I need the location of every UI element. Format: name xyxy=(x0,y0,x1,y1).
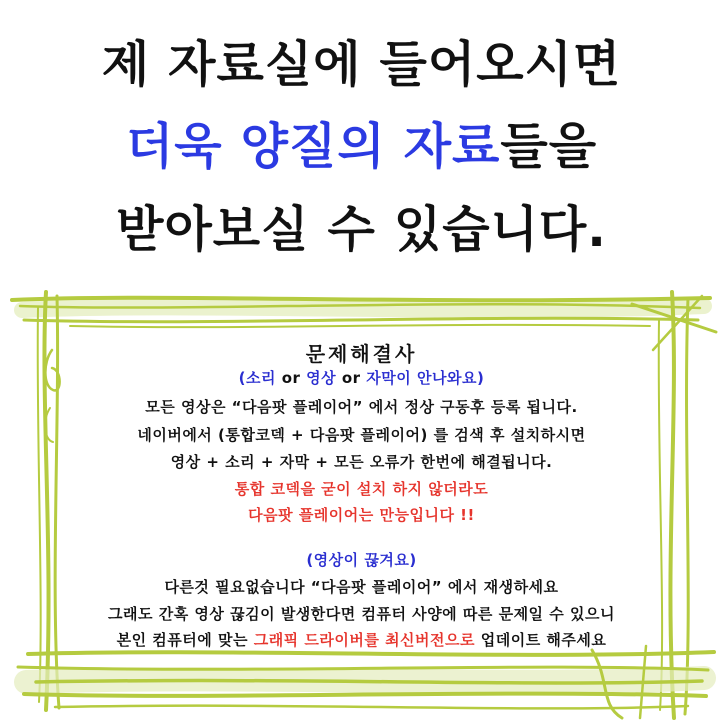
intro-line-2 xyxy=(0,108,723,178)
section1-subtitle-part-a: (소리 xyxy=(238,369,282,387)
section2-line-3-part-b: 업데이트 해주세요 xyxy=(475,631,607,649)
section2-line-1: 다른것 필요없습니다 “다음팟 플레이어” 에서 재생하세요 xyxy=(164,578,559,596)
section1-red-line-2: 다음팟 플레이어는 만능입니다 !! xyxy=(248,506,475,524)
section1-red-line-1: 통합 코덱을 굳이 설치 하지 않더라도 xyxy=(234,480,489,498)
intro-line-1: 제 자료실에 들어오시면 xyxy=(101,36,622,93)
section2-line-2: 그래도 간혹 영상 끊김이 발생한다면 컴퓨터 사양에 따른 문제일 수 있으니 xyxy=(108,605,615,623)
section1-line-2: 네이버에서 (통합코덱 + 다음팟 플레이어) 를 검색 후 설치하시면 xyxy=(137,426,586,444)
section2-line-3 xyxy=(0,629,723,650)
intro-line-3: 받아보실 수 있습니다. xyxy=(116,201,607,258)
section2-line-3-part-a: 본인 컴퓨터에 맞는 xyxy=(116,631,254,649)
section1-subtitle xyxy=(0,367,723,388)
section1-line-1: 모든 영상은 “다음팟 플레이어” 에서 정상 구동후 등록 됩니다. xyxy=(145,398,578,416)
section1-subtitle-part-b: 영상 xyxy=(300,369,342,387)
section1-subtitle-part-c: 자막이 안나와요) xyxy=(360,369,485,387)
intro-line-2-highlight: 더욱 양질의 자료 xyxy=(125,118,501,175)
panel-title: 문제해결사 xyxy=(305,342,418,366)
intro-line-2-rest: 들을 xyxy=(500,118,598,175)
section2-subtitle: (영상이 끊겨요) xyxy=(306,551,417,569)
section1-subtitle-or-1: or xyxy=(281,369,301,387)
section2-line-3-red: 그래픽 드라이버를 최신버전으로 xyxy=(253,631,476,649)
section1-subtitle-or-2: or xyxy=(341,369,361,387)
section1-line-3: 영상 + 소리 + 자막 + 모든 오류가 한번에 해결됩니다. xyxy=(170,453,553,471)
